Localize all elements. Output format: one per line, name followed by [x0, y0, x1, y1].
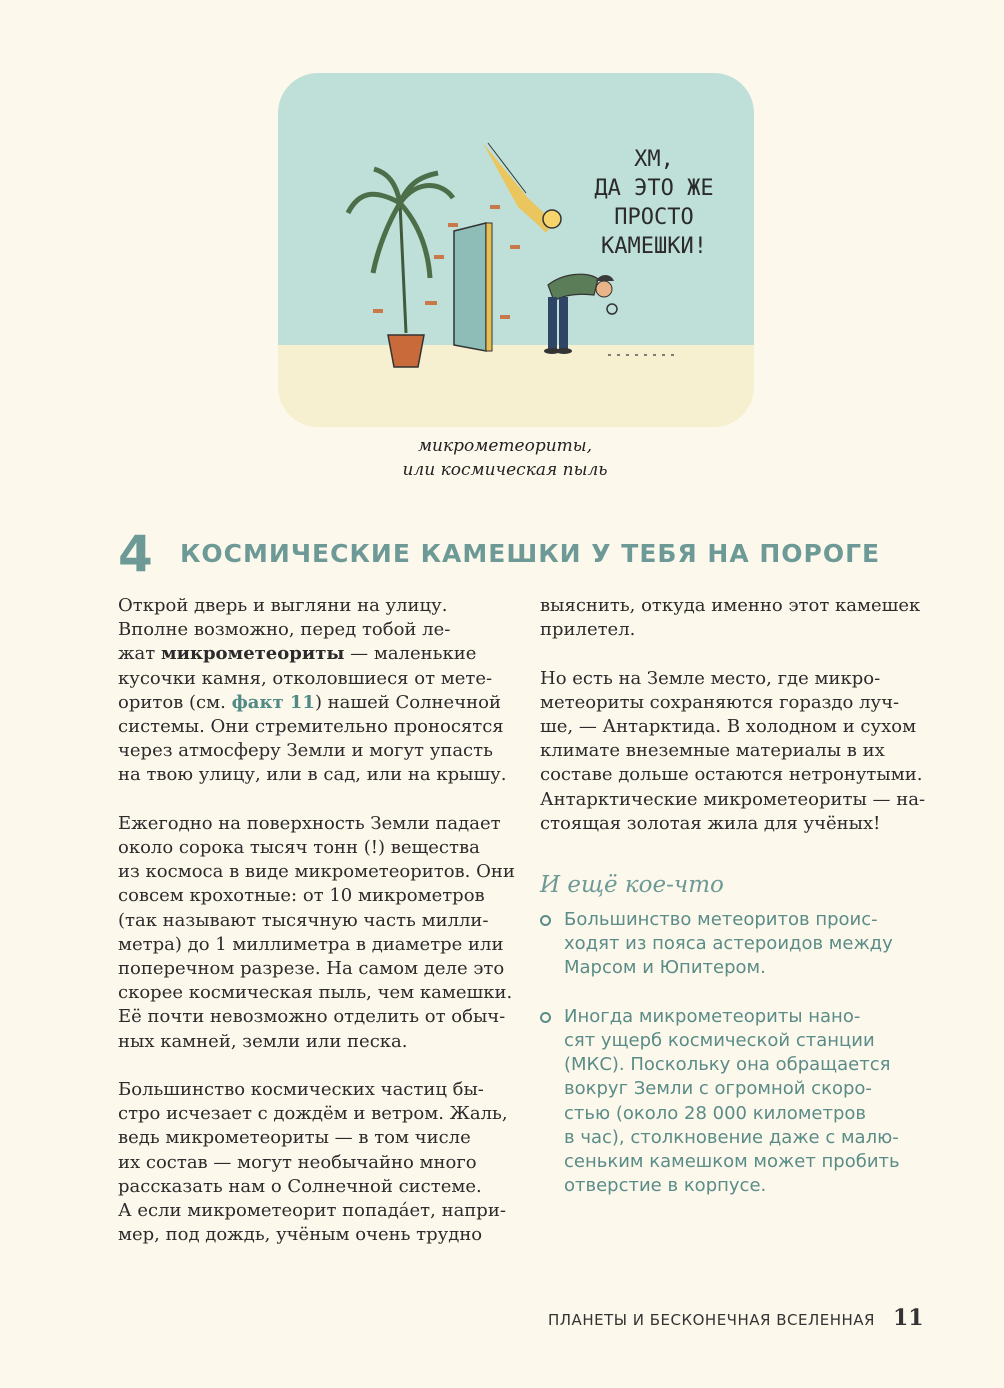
fact-number: 4	[118, 525, 153, 583]
footer-section-title: ПЛАНЕТЫ И БЕСКОНЕЧНАЯ ВСЕЛЕННАЯ	[548, 1311, 875, 1329]
text-line: скорее космическая пыль, чем камешки.	[118, 982, 513, 1004]
text-line: сят ущерб космической станции	[564, 1030, 875, 1051]
text-line: ных камней, земли или песка.	[118, 1030, 408, 1052]
text-line: системы. Они стремительно проносятся	[118, 716, 504, 738]
text-fragment: — маленькие	[344, 643, 477, 665]
text-line: (МКС). Поскольку она обращается	[564, 1054, 891, 1076]
text-line: стро исчезает с дождём и ветром. Жаль,	[118, 1103, 508, 1125]
text-line: мер, под дождь, учёным очень трудно	[118, 1224, 483, 1246]
caption-line-1: микрометеориты,	[417, 436, 593, 456]
bullet-circle-icon	[540, 1012, 551, 1023]
flower-pot-icon	[388, 335, 424, 367]
extra-title: И ещё кое-что	[540, 872, 724, 898]
text-line: Большинство космических частиц бы-	[118, 1079, 484, 1101]
text-line: ведь микрометеориты — в том числе	[118, 1127, 471, 1149]
text-line: Иногда микрометеориты нано-	[564, 1005, 861, 1027]
illustration	[278, 73, 754, 427]
text-fragment: оритов (см.	[118, 691, 232, 713]
open-door-icon	[454, 223, 492, 351]
text-line: Марсом и Юпитером.	[564, 957, 766, 979]
text-line: составе дольше остаются нетронутыми.	[540, 764, 923, 786]
paragraph-1	[118, 594, 507, 788]
speech-line-3: ПРОСТО	[614, 205, 694, 230]
text-line: Но есть на Земле место, где микро-	[540, 667, 881, 689]
text-line: Антарктические микрометеориты — на-	[540, 788, 926, 810]
term-micrometeorites: микрометеориты	[160, 643, 345, 665]
text-line: совсем крохотные: от 10 микрометров	[118, 885, 485, 907]
text-line: Большинство метеоритов проис-	[564, 909, 878, 930]
paragraph-3	[118, 1078, 508, 1247]
text-line: через атмосферу Земли и могут упасть	[118, 740, 493, 762]
text-line: метеориты сохраняются гораздо луч-	[540, 691, 900, 713]
text-line: поперечном разрезе. На самом деле это	[118, 958, 505, 980]
fact-heading	[118, 525, 881, 583]
left-column	[118, 594, 515, 1272]
extra-bullets	[540, 908, 930, 1223]
text-line: прилетел.	[540, 619, 636, 641]
text-line: ходят из пояса астероидов между	[564, 933, 893, 955]
speech-line-4: КАМЕШКИ!	[601, 234, 707, 259]
fact-11-link[interactable]: факт 11	[231, 691, 315, 713]
text-line: кусочки камня, отколовшиеся от мете-	[118, 667, 493, 689]
paragraph-2	[118, 812, 515, 1054]
text-line: в час), столкновение даже с малю-	[564, 1126, 899, 1148]
speech-line-2: ДА ЭТО ЖЕ	[594, 176, 714, 201]
fact-title: КОСМИЧЕСКИЕ КАМЕШКИ У ТЕБЯ НА ПОРОГЕ	[180, 539, 881, 568]
text-line	[118, 642, 496, 666]
page-number: 11	[893, 1305, 924, 1331]
bullet-item	[540, 908, 930, 981]
text-line: сеньким камешком может пробить	[564, 1151, 900, 1173]
text-line: Её почти невозможно отделить от обыч-	[118, 1006, 506, 1028]
text-line: их состав — могут необычайно много	[118, 1151, 477, 1173]
text-line: Вполне возможно, перед тобой ле-	[118, 619, 451, 641]
text-line: из космоса в виде микрометеоритов. Они	[118, 861, 515, 883]
text-line	[118, 691, 501, 715]
text-line: выяснить, откуда именно этот камешек	[540, 595, 921, 616]
text-line: стоящая золотая жила для учёных!	[540, 812, 881, 834]
illustration-caption	[380, 434, 630, 482]
text-line: Ежегодно на поверхность Земли падает	[118, 812, 501, 834]
text-fragment: ) нашей Солнечной	[314, 691, 501, 713]
text-line: отверстие в корпусе.	[564, 1175, 767, 1197]
text-fragment: жат	[118, 643, 161, 665]
right-column	[540, 594, 926, 860]
text-line: (так называют тысячную часть милли-	[118, 909, 489, 931]
paragraph-4	[540, 594, 920, 642]
text-line: ше, — Антарктида. В холодном и сухом	[540, 716, 917, 737]
text-line: около сорока тысяч тонн (!) вещества	[118, 837, 480, 859]
bullet-circle-icon	[540, 915, 551, 926]
text-line: Открой дверь и выгляни на улицу.	[118, 595, 448, 616]
text-line: А если микрометеорит попадáет, напри-	[118, 1200, 506, 1222]
text-line: на твою улицу, или в сад, или на крышу.	[118, 764, 507, 786]
text-line: вокруг Земли с огромной скоро-	[564, 1078, 872, 1100]
text-line: климате внеземные материалы в их	[540, 740, 885, 762]
text-line: метра) до 1 миллиметра в диаметре или	[118, 933, 504, 955]
speech-line-1: ХМ,	[634, 147, 674, 172]
bullet-item	[540, 1005, 930, 1199]
text-line: рассказать нам о Солнечной системе.	[118, 1175, 482, 1197]
text-line: стью (около 28 000 километров	[564, 1102, 867, 1124]
caption-line-2: или космическая пыль	[402, 460, 608, 480]
paragraph-5	[540, 667, 926, 836]
floor-background	[278, 345, 754, 427]
